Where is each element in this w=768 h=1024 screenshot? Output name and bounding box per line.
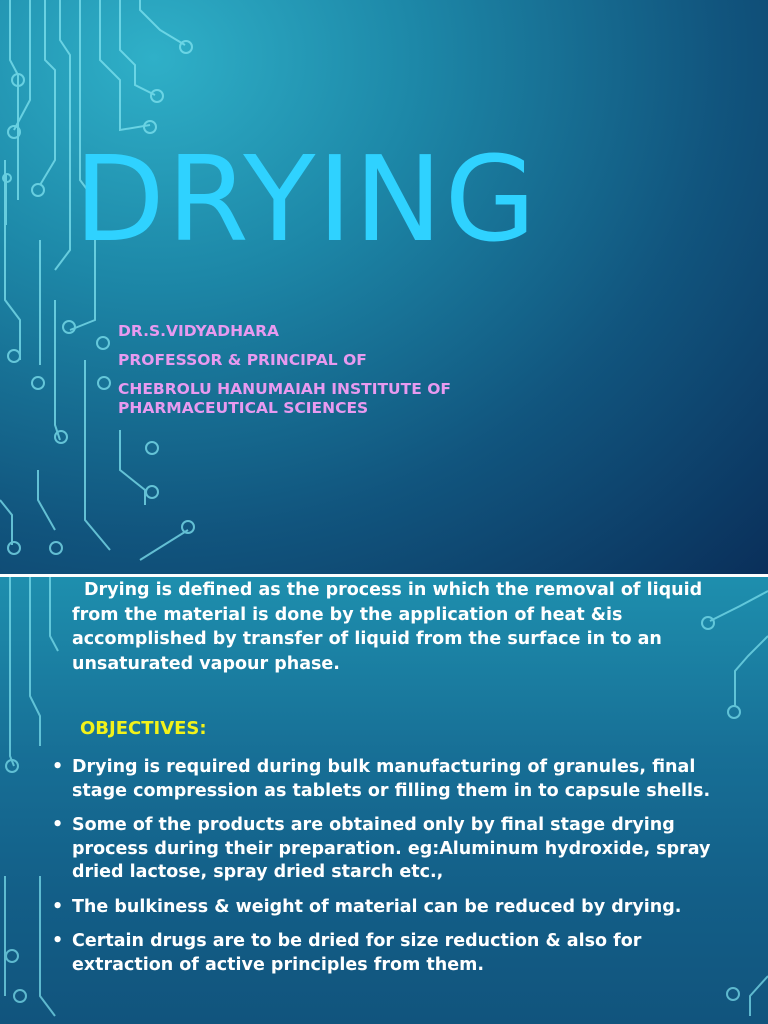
bullet-text: Drying is required during bulk manufacturing of granules, final stage compression as tablets or filling them in to capsule shells. [72, 757, 711, 801]
author-position: PROFESSOR & PRINCIPAL OF [118, 351, 367, 369]
list-item [50, 814, 740, 885]
circuit-decoration [0, 0, 220, 576]
objectives-heading: OBJECTIVES: [80, 718, 207, 739]
content-slide [0, 576, 768, 1024]
bullet-icon: • [52, 931, 64, 951]
bullet-text: The bulkiness & weight of material can be reduced by drying. [72, 896, 682, 917]
intro-paragraph: Drying is defined as the process in which the removal of liquid from the material is done by the application of heat &is accomplished by transfer of liquid from the surface in to an unsaturated vapour phase. [72, 580, 703, 674]
slide-divider [0, 574, 768, 577]
slide-title: DRYING [74, 130, 538, 268]
bullet-text: Some of the products are obtained only by final stage drying process during their preparation. eg:Aluminum hydroxide, spray dried lactose, spray dried starch etc., [72, 815, 711, 882]
list-item [50, 756, 740, 803]
author-name: DR.S.VIDYADHARA [118, 322, 280, 340]
bullet-icon: • [52, 815, 64, 835]
bullet-icon: • [52, 896, 64, 917]
subtitle-block [118, 322, 538, 418]
objectives-list [50, 756, 740, 988]
list-item [50, 930, 740, 977]
list-item [50, 896, 740, 920]
institute-name: CHEBROLU HANUMAIAH INSTITUTE OF PHARMACEUTICAL SCIENCES [118, 380, 451, 417]
bullet-icon: • [52, 757, 64, 777]
bullet-text: Certain drugs are to be dried for size reduction & also for extraction of active principles from them. [72, 931, 642, 975]
